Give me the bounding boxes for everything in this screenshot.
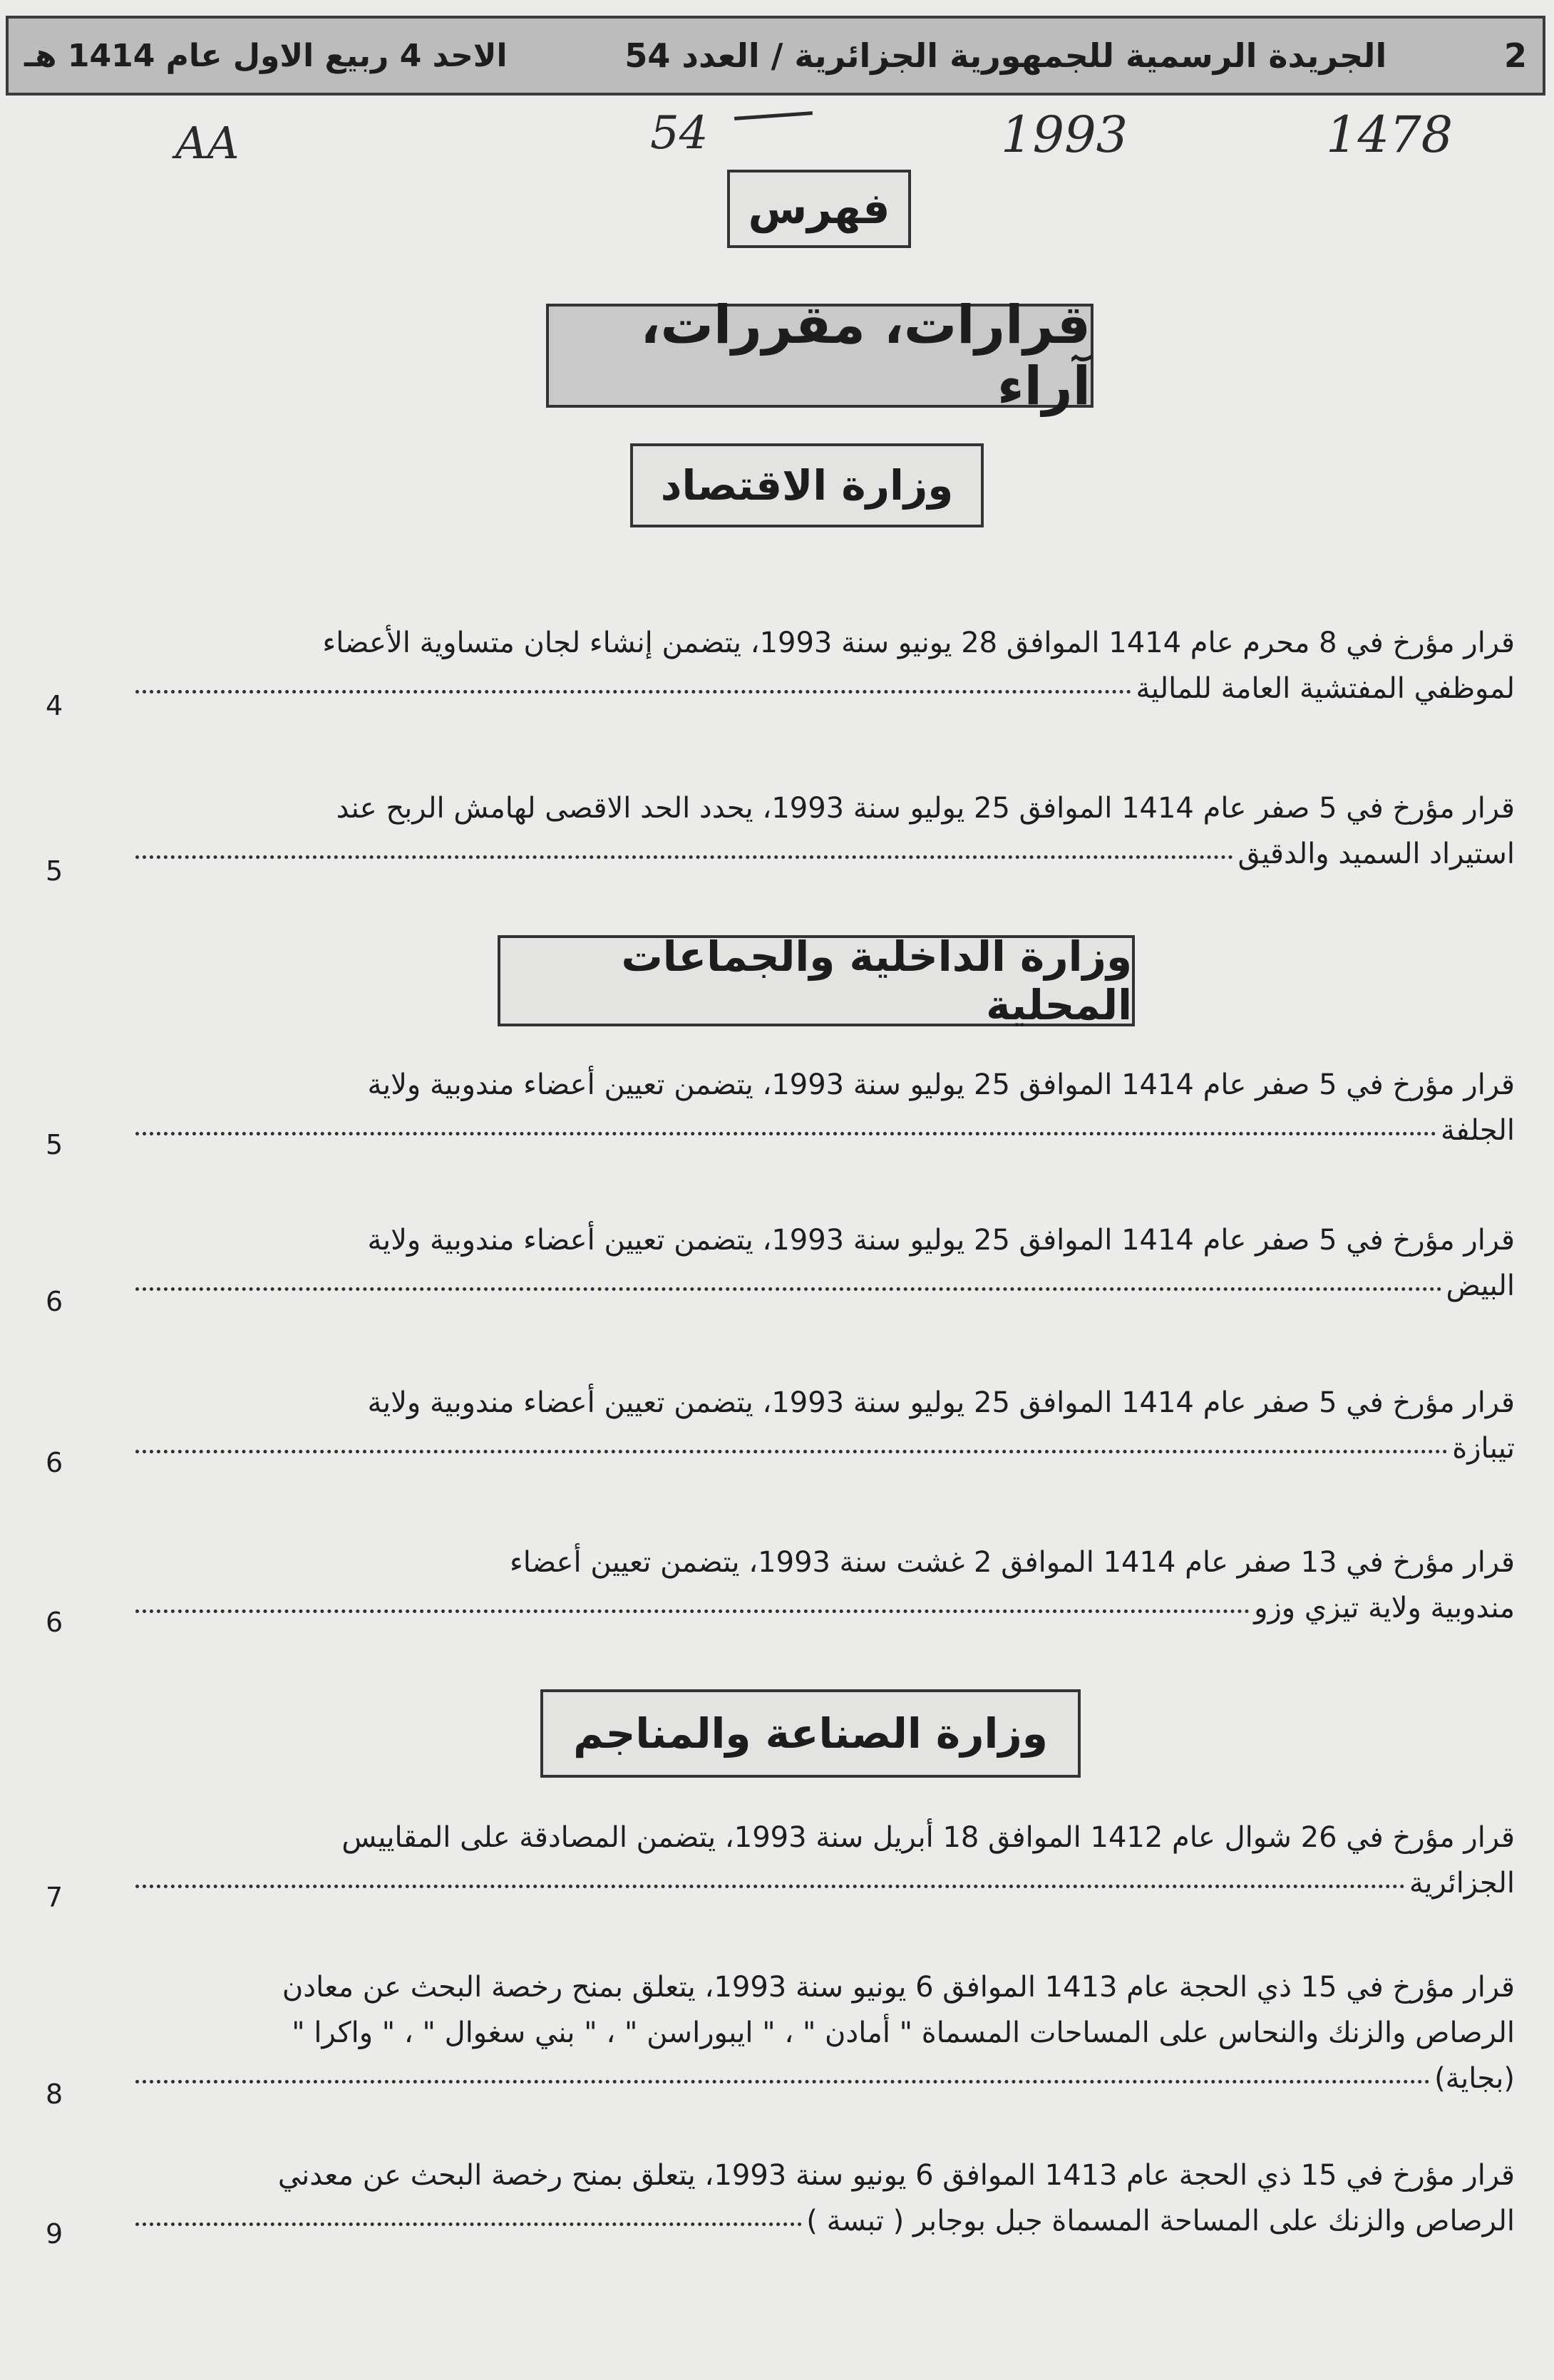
entry-line: قرار مؤرخ في 5 صفر عام 1414 الموافق 25 يوليو سنة 1993، يتضمن تعيين أعضاء مندوبية ولاية [367, 1224, 1515, 1257]
entry-page-number: 6 [46, 1447, 63, 1478]
entry-last-line [135, 831, 1515, 877]
leader-dots [135, 1885, 1405, 1888]
index-entry [135, 1217, 1515, 1309]
entry-last-line [135, 2198, 1515, 2244]
entry-line: قرار مؤرخ في 15 ذي الحجة عام 1413 الموافق 6 يونيو سنة 1993، يتعلق بمنح رخصة البحث عن معادن [282, 1971, 1515, 2004]
index-heading-text: فهرس [748, 184, 890, 234]
handwritten-dash [734, 111, 813, 120]
index-heading [727, 170, 911, 248]
entry-line: قرار مؤرخ في 5 صفر عام 1414 الموافق 25 يوليو سنة 1993، يتضمن تعيين أعضاء مندوبية ولاية [367, 1386, 1515, 1419]
leader-dots [135, 2080, 1430, 2083]
ministry-heading-economy [630, 443, 984, 527]
page-number: 2 [1503, 36, 1527, 75]
entry-line: الرصاص والزنك والنحاس على المساحات المسماة " أمادن " ، " ايبوراسن " ، " بني سغوال " ، " واكرا " [292, 2016, 1515, 2049]
ministry-name: وزارة الصناعة والمناجم [573, 1709, 1048, 1758]
ministry-name: وزارة الاقتصاد [660, 461, 954, 510]
entry-last-line [135, 1263, 1515, 1309]
entry-page-number: 4 [46, 690, 63, 721]
entry-tail: الجلفة [1440, 1114, 1515, 1147]
entry-tail: لموظفي المفتشية العامة للمالية [1136, 672, 1515, 705]
leader-dots [135, 2222, 802, 2226]
entry-last-line [135, 1426, 1515, 1471]
entry-line: قرار مؤرخ في 15 ذي الحجة عام 1413 الموافق 6 يونيو سنة 1993، يتعلق بمنح رخصة البحث عن معدني [277, 2159, 1515, 2192]
index-entry [135, 620, 1515, 711]
entry-last-line [135, 1585, 1515, 1631]
index-entry [135, 1815, 1515, 1906]
ministry-heading-industry [540, 1689, 1081, 1778]
entry-tail: تيبازة [1452, 1432, 1515, 1465]
entry-page-number: 6 [46, 1607, 63, 1638]
entry-page-number: 7 [46, 1882, 63, 1913]
running-header [6, 16, 1545, 96]
index-entry [135, 1380, 1515, 1471]
leader-dots [135, 1287, 1442, 1291]
entry-last-line [135, 1108, 1515, 1153]
entry-line: قرار مؤرخ في 5 صفر عام 1414 الموافق 25 يوليو سنة 1993، يتضمن تعيين أعضاء مندوبية ولاية [367, 1068, 1515, 1101]
entry-tail: الرصاص والزنك على المساحة المسماة جبل بوجابر ( تبسة ) [806, 2205, 1515, 2237]
entry-page-number: 6 [46, 1286, 63, 1317]
entry-line: قرار مؤرخ في 26 شوال عام 1412 الموافق 18 أبريل سنة 1993، يتضمن المصادقة على المقاييس [341, 1821, 1515, 1854]
entry-page-number: 9 [46, 2218, 63, 2250]
sections-heading-text: قرارات، مقررات، آراء [640, 294, 1091, 417]
entry-page-number: 5 [46, 855, 63, 887]
leader-dots [135, 1132, 1436, 1135]
entry-line: قرار مؤرخ في 8 محرم عام 1414 الموافق 28 يونيو سنة 1993، يتضمن إنشاء لجان متساوية الأعضاء [322, 627, 1515, 659]
entry-last-line [135, 2056, 1515, 2101]
issue-date: الاحد 4 ربيع الاول عام 1414 هـ [24, 37, 508, 74]
entry-tail: البيض [1446, 1269, 1515, 1302]
entry-last-line [135, 1860, 1515, 1906]
entry-line: قرار مؤرخ في 13 صفر عام 1414 الموافق 2 غشت سنة 1993، يتضمن تعيين أعضاء [509, 1546, 1515, 1579]
index-entry [135, 785, 1515, 877]
entry-tail: مندوبية ولاية تيزي وزو [1254, 1592, 1515, 1624]
entry-tail: استيراد السميد والدقيق [1237, 838, 1515, 870]
index-entry [135, 1964, 1515, 2101]
index-entry [135, 1062, 1515, 1153]
ministry-heading-interior [498, 932, 1135, 1029]
gazette-title: الجريدة الرسمية للجمهورية الجزائرية / العدد 54 [624, 36, 1387, 75]
index-entry [135, 1540, 1515, 1631]
handwritten-issue-ref: 54 [650, 107, 709, 160]
entry-line: قرار مؤرخ في 5 صفر عام 1414 الموافق 25 يوليو سنة 1993، يحدد الحد الاقصى لهامش الربح عند [336, 792, 1515, 825]
leader-dots [135, 1450, 1448, 1453]
entry-page-number: 5 [46, 1129, 63, 1160]
handwritten-initials: AA [175, 117, 240, 169]
leader-dots [135, 1609, 1250, 1613]
leader-dots [135, 690, 1131, 694]
ministry-name: وزارة الداخلية والجماعات المحلية [621, 932, 1132, 1029]
entry-page-number: 8 [46, 2078, 63, 2110]
leader-dots [135, 855, 1233, 859]
entry-tail: (بجاية) [1434, 2062, 1515, 2095]
sections-heading [546, 294, 1094, 417]
handwritten-archive-number: 1478 [1326, 105, 1453, 164]
entry-tail: الجزائرية [1409, 1867, 1515, 1900]
entry-last-line [135, 666, 1515, 711]
handwritten-year: 1993 [1001, 105, 1128, 164]
index-entry [135, 2153, 1515, 2244]
